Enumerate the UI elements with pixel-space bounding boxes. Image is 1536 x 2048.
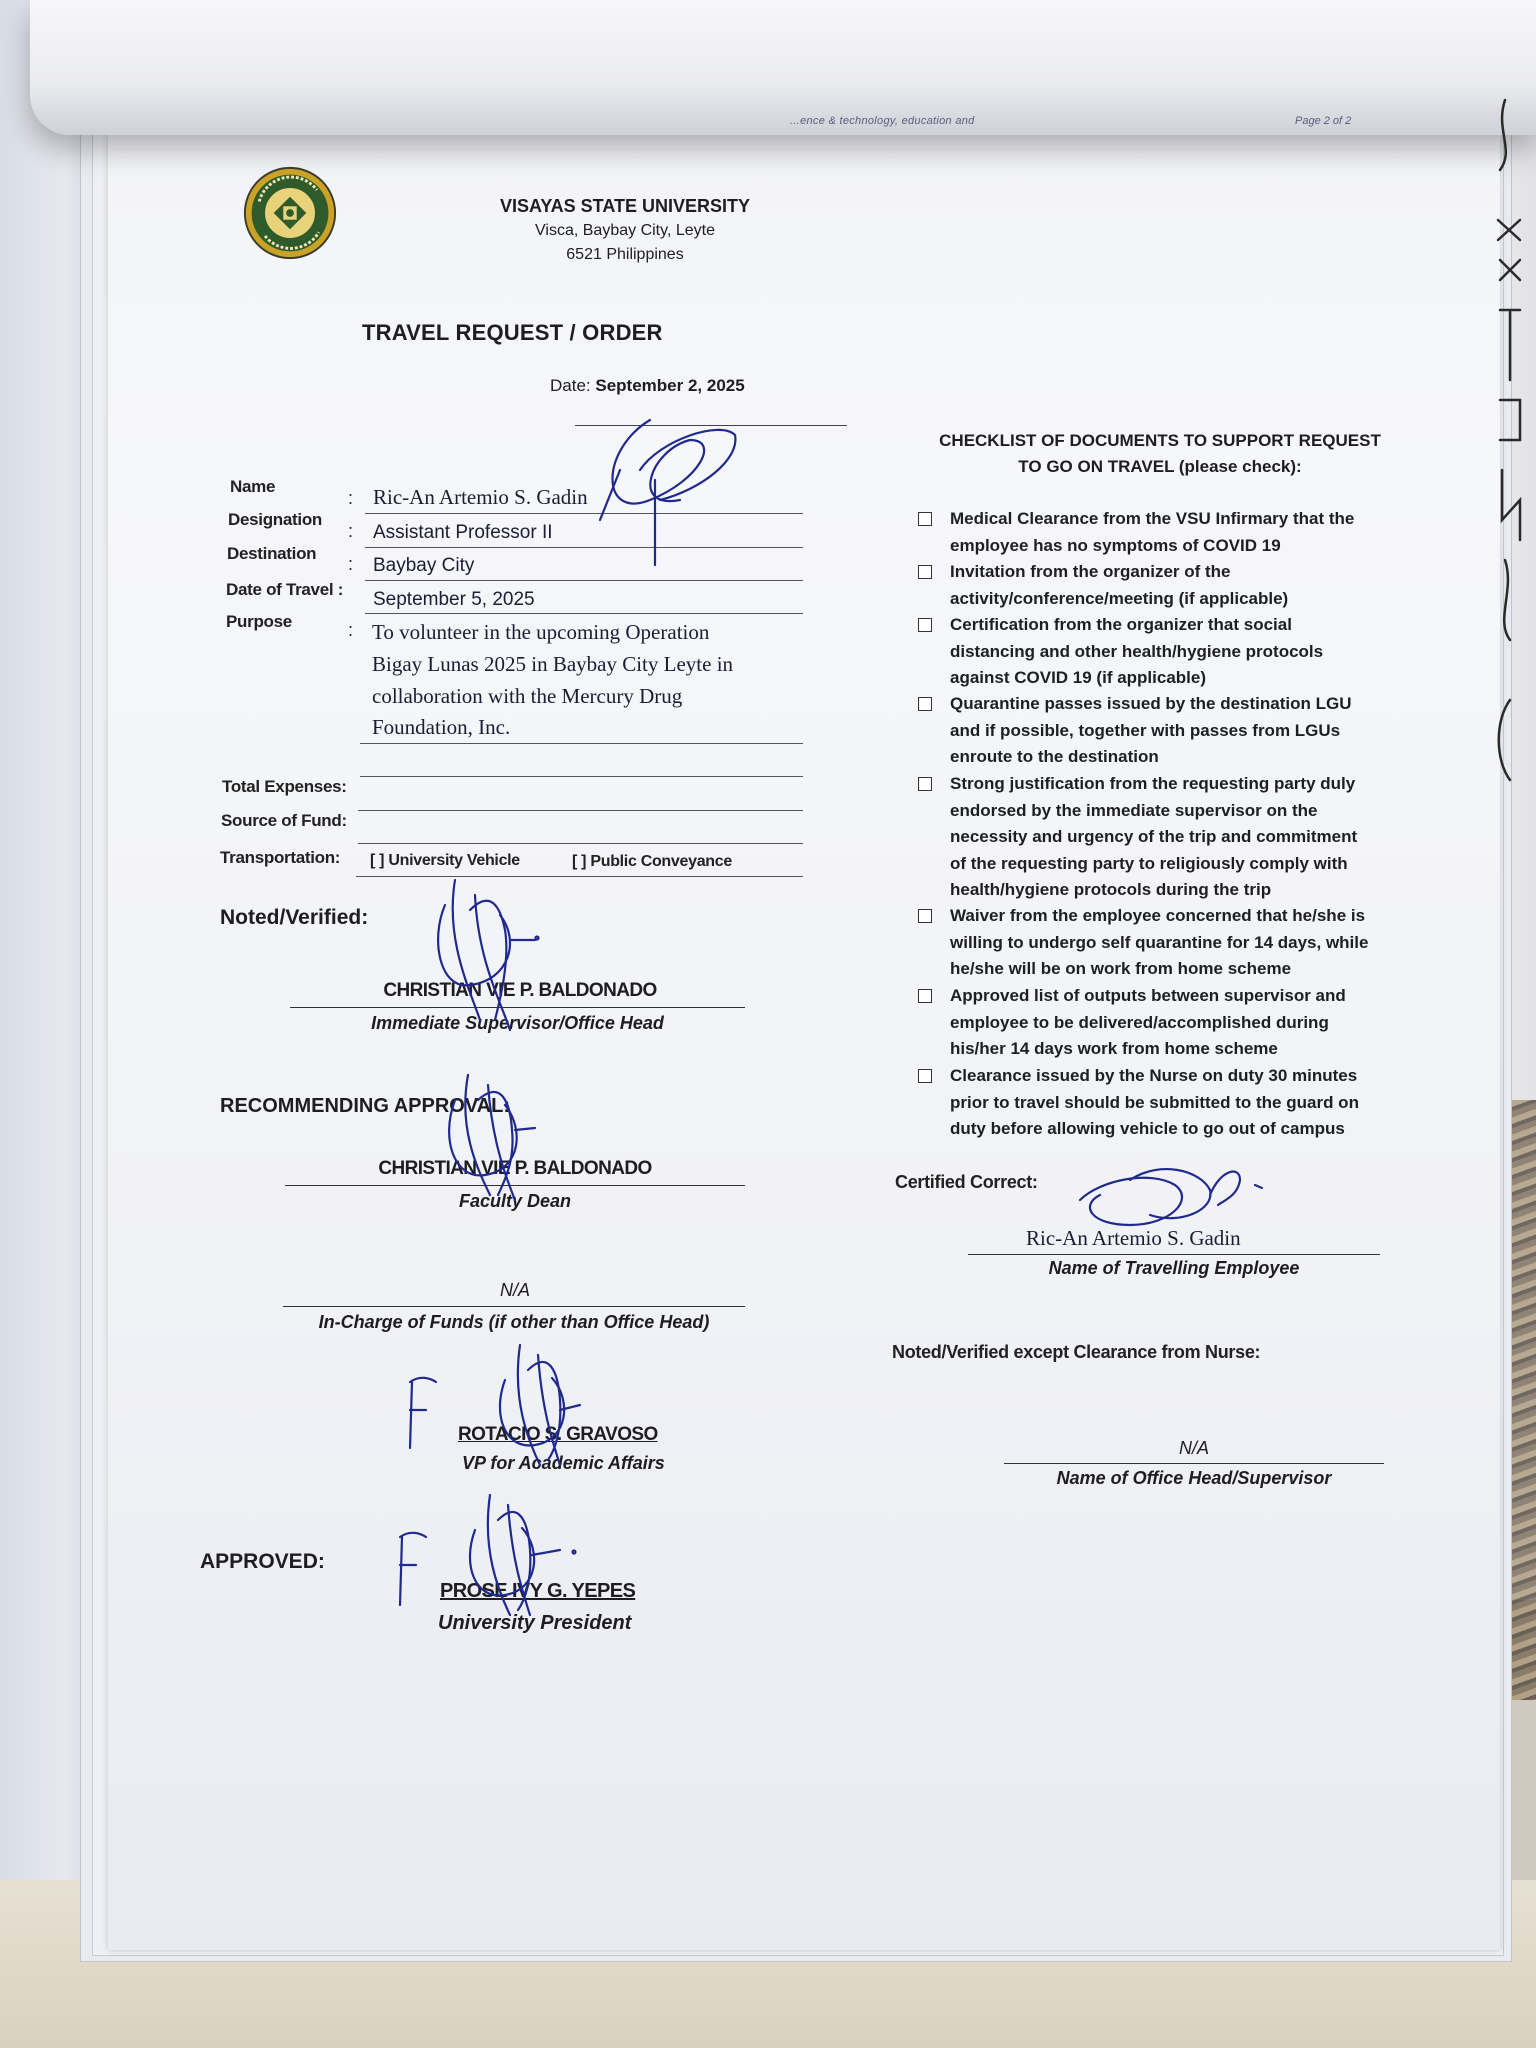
checklist-text: employee to be delivered/accomplished during [950,1012,1329,1032]
funds-title: In-Charge of Funds (if other than Office Head) [318,1312,710,1332]
checklist-text: Invitation from the organizer of the [950,562,1231,581]
president-signature-icon [470,1495,576,1615]
total-expenses-label: Total Expenses: [222,777,347,796]
checklist-text: necessity and urgency of the trip and commitment [950,827,1358,846]
date-of-travel-value: September 5, 2025 [373,589,535,610]
approved-label: APPROVED: [200,1550,325,1573]
university-zip: 6521 Philippines [566,246,684,263]
checklist-text: Strong justification from the requesting party duly [950,774,1356,793]
employee-name: Ric-An Artemio S. Gadin [1026,1226,1241,1250]
destination-label: Destination [227,544,317,563]
checklist-text: Certification from the organizer that social [950,615,1292,634]
vp-title: VP for Academic Affairs [462,1453,665,1473]
checklist-text: Approved list of outputs between supervisor and [950,986,1346,1005]
purpose-line-2: Bigay Lunas 2025 in Baybay City Leyte in [372,652,734,676]
checklist-text: Quarantine passes issued by the destination LGU [950,694,1352,713]
curl-page-number: Page 2 of 2 [1295,115,1352,127]
checklist-text: willing to undergo self quarantine for 14 days, while [950,932,1369,952]
public-conveyance-option[interactable]: [ ] Public Conveyance [572,853,732,870]
colon: : [348,620,354,640]
purpose-line-4: Foundation, Inc. [372,715,511,739]
initial-mark-icon [400,1378,436,1605]
noted-except-nurse-label: Noted/Verified except Clearance from Nurse: [892,1342,1261,1362]
vp-name: ROTACIO S. GRAVOSO [458,1424,658,1445]
date-of-travel-label: Date of Travel : [226,580,344,599]
transportation-label: Transportation: [220,848,341,867]
dean-signature-icon [449,1075,535,1200]
date-label: Date: [550,376,591,395]
checklist-text: duty before allowing vehicle to go out of campus [950,1119,1345,1138]
noted-verified-label: Noted/Verified: [220,906,369,929]
colon: : [348,554,354,574]
purpose-label: Purpose [226,612,292,631]
funds-value: N/A [499,1280,530,1300]
colon: : [348,488,354,508]
checklist-text: his/her 14 days work from home scheme [950,1039,1278,1058]
checklist-text: of the requesting party to religiously comply with [950,853,1348,873]
purpose-line-1: To volunteer in the upcoming Operation [372,620,710,644]
checklist-text: activity/conference/meeting (if applicable) [950,588,1289,608]
checklist-text: and if possible, together with passes from LGUs [950,720,1341,740]
checklist-text: Medical Clearance from the VSU Infirmary that the [950,509,1355,528]
supervisor-title: Immediate Supervisor/Office Head [371,1013,664,1033]
certified-correct-label: Certified Correct: [895,1172,1038,1192]
checklist-text: against COVID 19 (if applicable) [950,668,1207,687]
office-head-value: N/A [1178,1438,1209,1458]
recommending-approval-label: RECOMMENDING APPROVAL: [220,1095,510,1117]
checklist-text: distancing and other health/hygiene protocols [950,641,1324,661]
president-name: PROSE IVY G. YEPES [440,1580,636,1602]
checklist-text: Clearance issued by the Nurse on duty 30 minutes [950,1066,1358,1085]
destination-value: Baybay City [373,555,475,576]
employee-signature-icon [1080,1169,1262,1225]
name-value: Ric-An Artemio S. Gadin [373,485,588,509]
checklist-text: employee has no symptoms of COVID 19 [950,535,1281,555]
checklist-text: health/hygiene protocols during the trip [950,880,1272,899]
university-address: Visca, Baybay City, Leyte [535,222,715,239]
margin-handwriting [1498,100,1520,780]
curl-text: ...ence & technology, education and [790,115,975,127]
checklist-text: endorsed by the immediate supervisor on the [950,800,1318,820]
university-name: VISAYAS STATE UNIVERSITY [499,196,751,216]
supervisor-signature-icon [438,880,538,1030]
university-vehicle-option[interactable]: [ ] University Vehicle [370,852,520,869]
purpose-line-3: collaboration with the Mercury Drug [372,684,683,708]
date-value: September 2, 2025 [595,376,745,395]
name-label: Name [230,477,276,496]
checklist-text: Waiver from the employee concerned that he/she is [950,906,1366,925]
checklist-text: he/she will be on work from home scheme [950,959,1292,978]
applicant-signature-icon [600,420,735,565]
checklist-title-line-2: TO GO ON TRAVEL (please check): [1018,457,1302,476]
designation-value: Assistant Professor II [373,522,553,543]
supervisor-name: CHRISTIAN VIE P. BALDONADO [383,980,657,1001]
designation-label: Designation [228,510,322,529]
president-title: University President [438,1612,632,1634]
checklist-text: enroute to the destination [950,747,1159,766]
office-head-title: Name of Office Head/Supervisor [1056,1468,1332,1488]
dean-title: Faculty Dean [458,1191,572,1211]
employee-title: Name of Travelling Employee [1048,1258,1300,1278]
checklist-text: prior to travel should be submitted to the guard on [950,1092,1359,1112]
dean-name: CHRISTIAN VIE P. BALDONADO [378,1158,652,1179]
checklist-title-line-1: CHECKLIST OF DOCUMENTS TO SUPPORT REQUEST [939,431,1381,450]
vp-signature-icon [500,1345,580,1465]
document-title: TRAVEL REQUEST / ORDER [362,320,663,345]
source-of-fund-label: Source of Fund: [221,811,347,830]
colon: : [348,521,354,541]
